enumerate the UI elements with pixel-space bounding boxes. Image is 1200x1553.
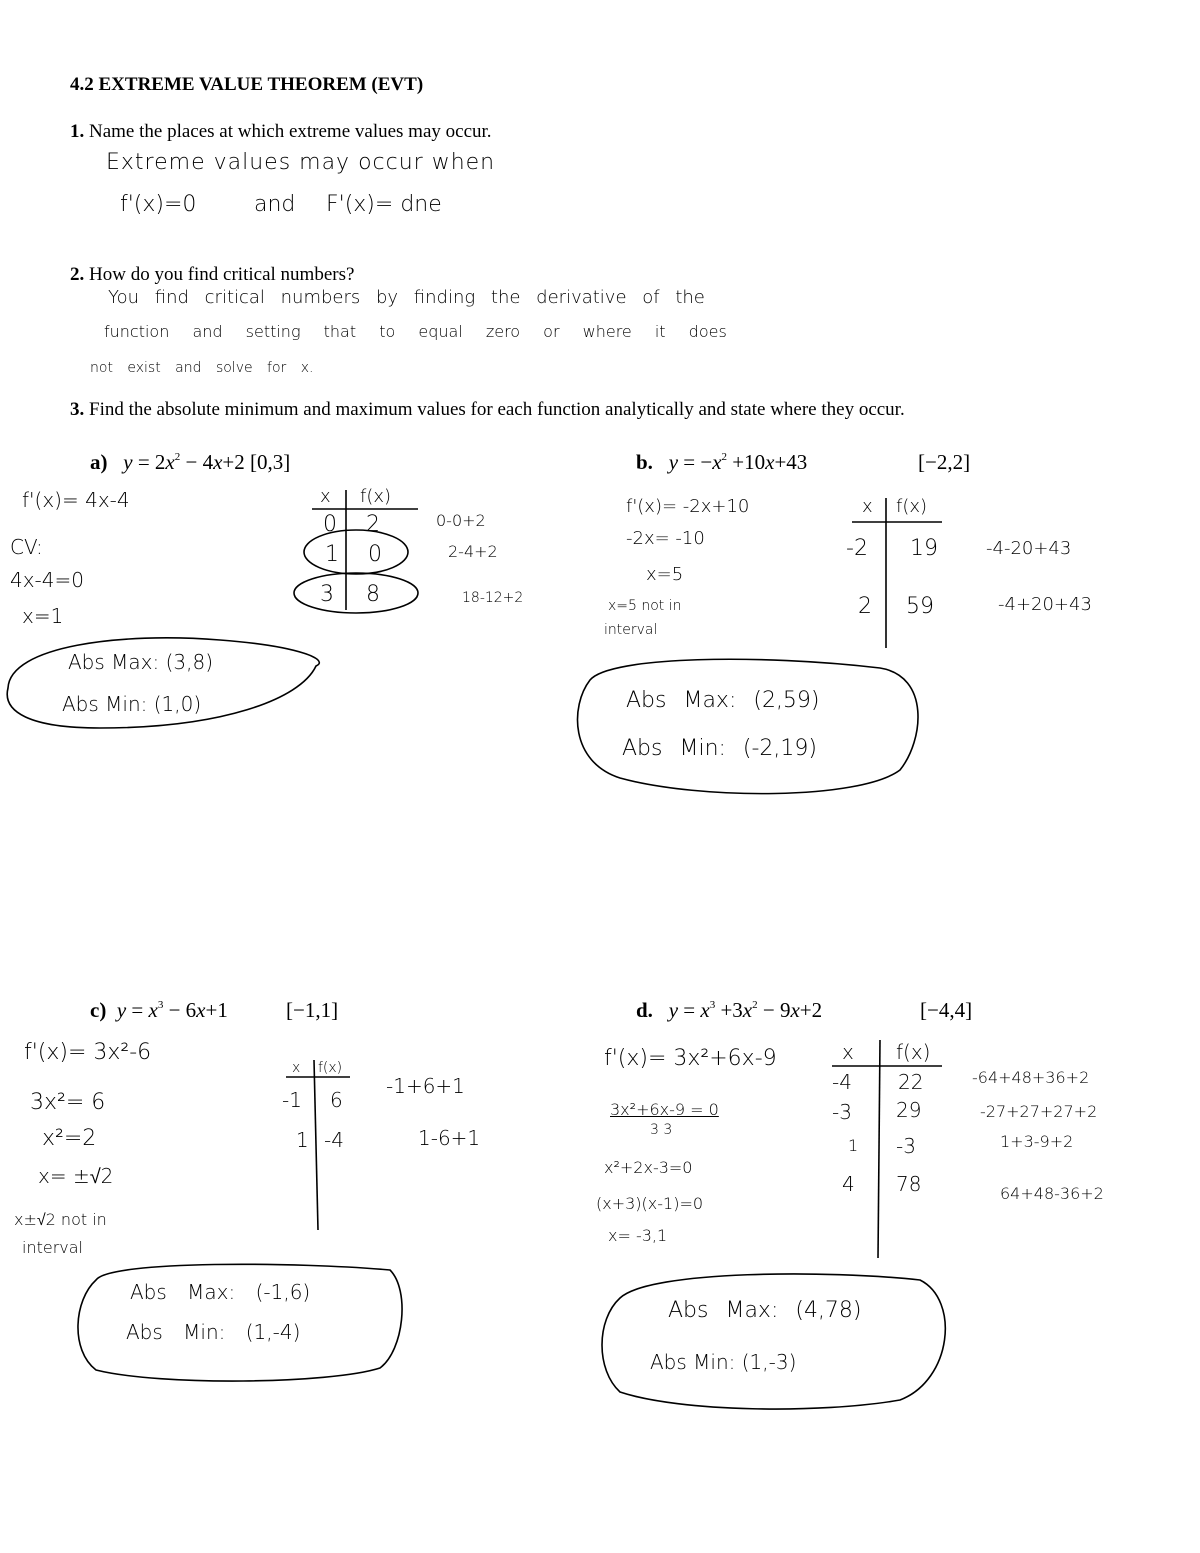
table-f-value: 19 [910, 536, 938, 561]
table-x-header: x [292, 1060, 301, 1076]
part-b-interval: [−2,2] [918, 450, 971, 474]
answer-1-line1: Extreme values may occur when [106, 150, 496, 175]
part-b-solution: x=5 [646, 564, 684, 585]
table-x-value: -3 [832, 1100, 852, 1124]
part-label: d. [636, 998, 653, 1022]
part-c-note: interval [22, 1238, 83, 1257]
part-a-solution: x=1 [22, 604, 64, 628]
table-x-value: -2 [846, 536, 868, 561]
question-number: 1. [70, 121, 85, 142]
part-c-equation: x²=2 [42, 1126, 97, 1151]
part-label: c) [90, 998, 107, 1022]
table-work: -4+20+43 [998, 594, 1092, 615]
answer-2-line3: not exist and solve for x. [90, 360, 314, 376]
part-b-equation: -2x= -10 [626, 528, 705, 549]
part-c-abs-min: Abs Min: (1,-4) [126, 1320, 301, 1344]
part-c-abs-max: Abs Max: (-1,6) [130, 1280, 311, 1304]
table-x-value: 2 [858, 594, 872, 619]
table-work: 0-0+2 [436, 511, 486, 530]
table-x-value: 0 [323, 512, 337, 537]
part-d-solution: x= -3,1 [608, 1226, 668, 1245]
table-x-value: 4 [842, 1172, 855, 1196]
part-d-equation-denominator: 3 3 [650, 1122, 673, 1138]
table-x-value: 1 [848, 1136, 859, 1155]
question-3 [70, 399, 905, 421]
table-f-value: 8 [366, 582, 380, 607]
answer-1-part-b: F'(x)= dne [326, 192, 442, 217]
table-x-header: x [842, 1040, 854, 1064]
part-a-abs-min: Abs Min: (1,0) [62, 692, 202, 716]
part-b-note: interval [604, 622, 658, 638]
table-x-header: x [320, 486, 331, 507]
table-f-header: f(x) [318, 1060, 343, 1076]
table-divider [878, 1040, 880, 1258]
part-d-interval: [−4,4] [920, 998, 973, 1022]
question-number: 2. [70, 264, 85, 285]
answer-circle [304, 530, 408, 574]
table-work: -1+6+1 [386, 1074, 465, 1098]
table-work: 1-6+1 [418, 1126, 481, 1150]
question-1 [70, 121, 492, 143]
part-b-derivative: f'(x)= -2x+10 [626, 496, 750, 517]
table-x-value: -4 [832, 1070, 852, 1094]
table-x-value: 3 [320, 582, 334, 607]
part-a-function: a) $y = 2x^2 - 4x+2$ [0,3] [90, 450, 291, 474]
table-f-value: 0 [368, 542, 382, 567]
table-work: 64+48-36+2 [1000, 1184, 1104, 1203]
table-divider [314, 1060, 318, 1230]
part-d-equation: 3x²+6x-9 = 0 [610, 1100, 719, 1119]
part-c-derivative: f'(x)= 3x²-6 [24, 1040, 152, 1065]
table-work: 1+3-9+2 [1000, 1132, 1074, 1151]
answer-circle [294, 573, 418, 613]
part-b-abs-min: Abs Min: (-2,19) [622, 736, 818, 761]
table-work: -4-20+43 [986, 538, 1072, 559]
part-d-equation: x²+2x-3=0 [604, 1158, 693, 1177]
table-f-value: 59 [906, 594, 934, 619]
table-f-value: -3 [896, 1134, 916, 1158]
part-d-derivative: f'(x)= 3x²+6x-9 [604, 1046, 777, 1071]
question-text: How do you find critical numbers? [89, 264, 355, 285]
answer-circle [578, 659, 918, 793]
table-f-value: 22 [898, 1070, 924, 1094]
part-c-note: x±√2 not in [14, 1210, 107, 1229]
answer-1-and: and [254, 192, 296, 217]
table-f-header: f(x) [360, 486, 392, 507]
part-a-derivative: f'(x)= 4x-4 [22, 488, 130, 512]
part-a-cv: CV: [10, 535, 43, 559]
question-text: Find the absolute minimum and maximum values for each function analytically and state where they occur. [89, 399, 905, 420]
table-f-value: 78 [896, 1172, 922, 1196]
answer-1-part-a: f'(x)=0 [120, 192, 197, 217]
table-work: 18-12+2 [462, 590, 524, 606]
part-d-function: d. $y = x^3 +3x^2 - 9x+2$ [636, 998, 823, 1022]
answer-circle [602, 1274, 945, 1409]
part-b-note: x=5 not in [608, 598, 682, 614]
table-x-value: 1 [296, 1128, 309, 1152]
table-x-value: -1 [282, 1088, 302, 1112]
part-d-abs-min: Abs Min: (1,-3) [650, 1350, 797, 1374]
part-b-abs-max: Abs Max: (2,59) [626, 688, 820, 713]
table-x-value: 1 [325, 542, 339, 567]
table-f-value: -4 [324, 1128, 344, 1152]
part-a-equation: 4x-4=0 [10, 568, 84, 592]
table-f-value: 6 [330, 1088, 343, 1112]
part-a-abs-max: Abs Max: (3,8) [68, 650, 214, 674]
part-d-equation: (x+3)(x-1)=0 [596, 1194, 704, 1213]
page-title: 4.2 EXTREME VALUE THEOREM (EVT) [70, 74, 424, 95]
question-2 [70, 264, 354, 286]
part-c-equation: 3x²= 6 [30, 1090, 106, 1115]
table-x-header: x [862, 496, 873, 517]
question-number: 3. [70, 399, 85, 420]
table-f-header: f(x) [896, 1040, 931, 1064]
answer-2-line1: You find critical numbers by finding the derivative of the [108, 287, 705, 308]
part-label: b. [636, 450, 653, 474]
interval: [0,3] [250, 450, 291, 474]
part-c-interval: [−1,1] [286, 998, 339, 1022]
table-work: -64+48+36+2 [972, 1068, 1090, 1087]
table-work: -27+27+27+2 [980, 1102, 1098, 1121]
table-work: 2-4+2 [448, 542, 498, 561]
part-d-abs-max: Abs Max: (4,78) [668, 1298, 862, 1323]
part-c-function: c) $y = x^3 - 6x+1$ [90, 998, 228, 1022]
question-text: Name the places at which extreme values may occur. [89, 121, 492, 142]
table-f-header: f(x) [896, 496, 928, 517]
part-c-equation: x= ±√2 [38, 1164, 114, 1188]
answer-2-line2: function and setting that to equal zero or where it does [104, 322, 727, 341]
table-f-value: 2 [366, 512, 380, 537]
part-b-function: b. $y = -x^2 +10x+43$ [636, 450, 808, 474]
part-label: a) [90, 450, 108, 474]
table-f-value: 29 [896, 1098, 922, 1122]
